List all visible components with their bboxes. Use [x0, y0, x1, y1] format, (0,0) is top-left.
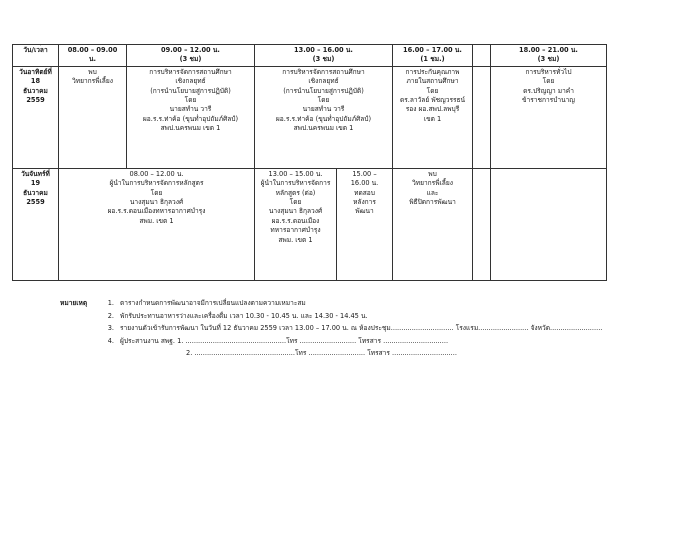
- note-text: ผู้ประสานงาน สพฐ. 1. ................................................โทร ........................... โทรสาร ...............................: [120, 336, 449, 345]
- monday-afternoon: 13.00 – 15.00 น. ผู้นำในการบริหารจัดการ หลักสูตร (ต่อ) โดย นางสุมนา ธิกุลวงศ์ ผอ.ร.ร.ดอนเมือง ทหารอากาศบำรุง สพม. เขต 1: [255, 168, 337, 280]
- schedule-table: [12, 44, 607, 281]
- note-row: [60, 310, 602, 323]
- sunday-gap: [473, 66, 491, 168]
- header-slot-1: 08.00 – 09.00 น.: [59, 45, 127, 67]
- header-slot-5: 18.00 – 21.00 น. (3 ชม): [491, 45, 607, 67]
- day-monday: วันจันทร์ที่ 19 ธันวาคม 2559: [13, 168, 59, 280]
- notes-label: หมายเหตุ: [60, 299, 88, 307]
- monday-test: 15.00 – 16.00 น. ทดสอบ หลังการ พัฒนา: [337, 168, 393, 280]
- note-text: 2. ................................................โทร ........................... โทรสาร ...............................: [186, 349, 457, 357]
- sunday-slot-4: การประกันคุณภาพ ภายในสถานศึกษา โดย ดร.ลาวัลย์ พัชญวรรธน์ รอง ผอ.สพป.ลพบุรี เขต 1: [393, 66, 473, 168]
- sunday-slot-5: การบริหารทั่วไป โดย ดร.ปริญญา มาคำ ข้าราชการบำนาญ: [491, 66, 607, 168]
- note-number: [100, 347, 180, 360]
- row-sunday: [13, 66, 607, 168]
- header-slot-3: 13.00 – 16.00 น. (3 ชม): [255, 45, 393, 67]
- monday-gap: [473, 168, 491, 280]
- header-corner: วัน/เวลา: [13, 45, 59, 67]
- note-text: พักรับประทานอาหารว่างและเครื่องดื่ม เวลา 10.30 - 10.45 น. และ 14.30 - 14.45 น.: [120, 311, 368, 320]
- page-mark: ,: [40, 40, 42, 47]
- note-text: ตารางกำหนดการพัฒนาอาจมีการเปลี่ยนแปลงตามความเหมาะสม: [120, 299, 306, 307]
- note-row: [60, 347, 602, 360]
- header-slot-4: 16.00 – 17.00 น. (1 ชม.): [393, 45, 473, 67]
- header-slot-2: 09.00 – 12.00 น. (3 ชม): [127, 45, 255, 67]
- notes-section: [60, 297, 602, 360]
- note-number: 1.: [107, 299, 114, 307]
- note-number: 3.: [107, 324, 114, 332]
- note-row: [60, 322, 602, 335]
- sunday-slot-3: การบริหารจัดการสถานศึกษา เชิงกลยุทธ์ (การนำนโยบายสู่การปฏิบัติ) โดย นายสทำน วารี ผอ.ร.ร.ท่าค้อ (ขุนท่ำอุปถัมภ์ศิลป์) สพป.นครพนม เขต 1: [255, 66, 393, 168]
- note-number: 4.: [107, 336, 114, 345]
- note-number: 2.: [107, 311, 114, 320]
- monday-morning: 08.00 – 12.00 น. ผู้นำในการบริหารจัดการหลักสูตร โดย นางสุมนา ธิกุลวงศ์ ผอ.ร.ร.ดอนเมืองทหารอากาศบำรุง สพม. เขต 1: [59, 168, 255, 280]
- sunday-slot-1: พบ วิทยากรพี่เลี้ยง: [59, 66, 127, 168]
- row-monday: [13, 168, 607, 280]
- monday-slot-5: [491, 168, 607, 280]
- note-row: [60, 335, 602, 348]
- header-gap: [473, 45, 491, 67]
- sunday-slot-2: การบริหารจัดการสถานศึกษา เชิงกลยุทธ์ (การนำนโยบายสู่การปฏิบัติ) โดย นายสทำน วารี ผอ.ร.ร.ท่าค้อ (ขุนท่ำอุปถัมภ์ศิลป์) สพป.นครพนม เขต 1: [127, 66, 255, 168]
- monday-slot-4: พบ วิทยากรพี่เลี้ยง และ พิธีปิดการพัฒนา: [393, 168, 473, 280]
- day-sunday: วันอาทิตย์ที่ 18 ธันวาคม 2559: [13, 66, 59, 168]
- note-text: รายงานตัวเข้ารับการพัฒนา ในวันที่ 12 ธันวาคม 2559 เวลา 13.00 – 17.00 น. ณ ห้องประชุม.............................. โรงแรม........................ จังหวัด.........................: [120, 324, 603, 332]
- note-row: [60, 297, 602, 310]
- header-row: [13, 45, 607, 67]
